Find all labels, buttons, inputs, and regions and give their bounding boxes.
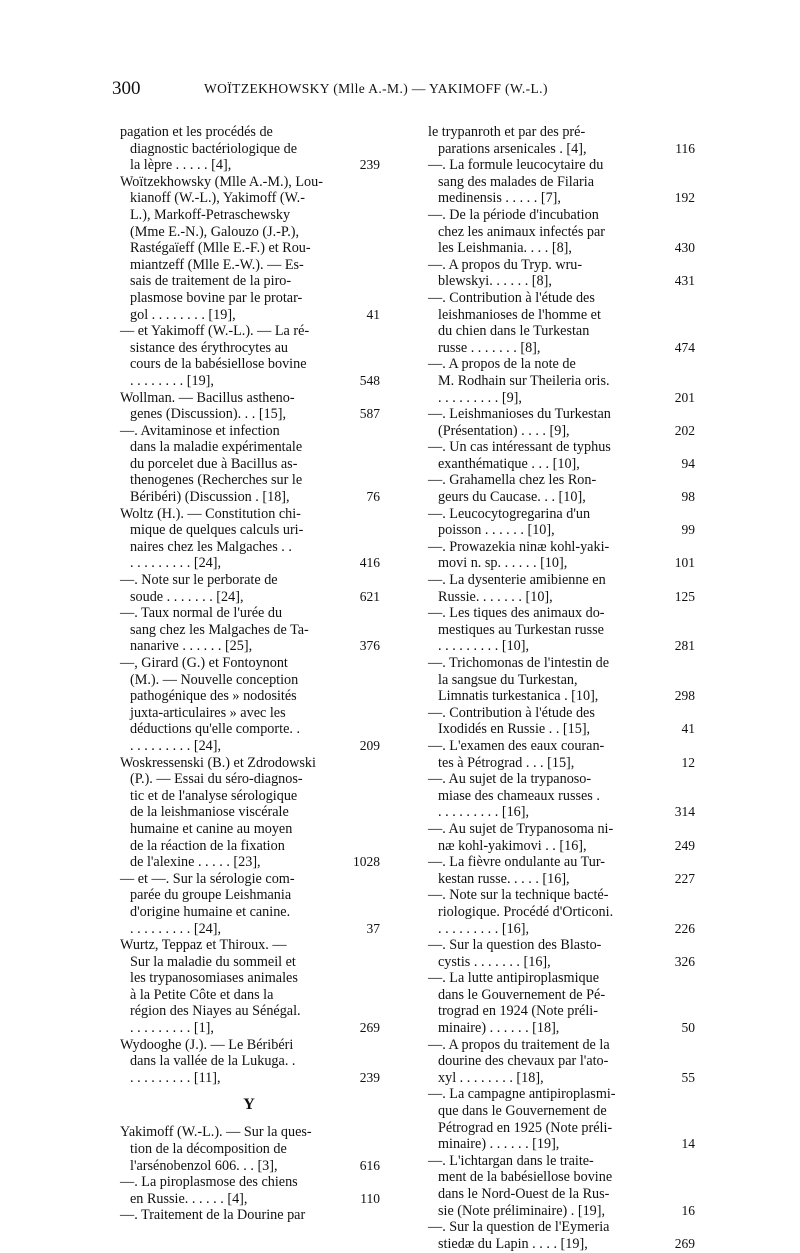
entry-line: déductions qu'elle comporte. .: [130, 721, 301, 738]
page-reference: 474: [674, 339, 695, 355]
entry-line: sang chez les Malgaches de Ta-: [130, 621, 309, 638]
page-reference: 41: [366, 306, 380, 322]
entry-line: que dans le Gouvernement de: [438, 1103, 607, 1120]
entry-line: naires chez les Malgaches . .: [130, 538, 292, 555]
entry-line: en Russie. . . . . . [4],: [130, 1190, 248, 1207]
entry-line: kianoff (W.-L.), Yakimoff (W.-: [130, 190, 305, 207]
entry-line: Woltz (H.). — Constitution chi-: [120, 505, 301, 522]
entry-line: Sur la maladie du sommeil et: [130, 953, 296, 970]
entry-line: tic et de l'analyse sérologique: [130, 787, 298, 804]
entry-line: —. De la période d'incubation: [428, 206, 599, 223]
entry-line: miase des chameaux russes .: [438, 787, 600, 804]
entry-line: —. La fièvre ondulante au Tur-: [428, 854, 606, 871]
entry-line: cystis . . . . . . . [16],: [438, 953, 551, 970]
entry-line: thenogenes (Recherches sur le: [130, 472, 303, 489]
page-reference: 116: [675, 140, 695, 156]
entry-line: tes à Pétrograd . . . [15],: [438, 754, 575, 771]
entry-line: . . . . . . . . [19],: [130, 372, 214, 389]
entry-line: (Mme E.-N.), Galouzo (J.-P.),: [130, 223, 300, 240]
entry-line: stiedæ du Lapin . . . . [19],: [438, 1235, 588, 1252]
entry-line: dans le Gouvernement de Pé-: [438, 986, 606, 1003]
index-entry: [428, 1152, 695, 1219]
entry-line: Woïtzekhowsky (Mlle A.-M.), Lou-: [120, 173, 323, 190]
entry-line: L.), Markoff-Petraschewsky: [130, 206, 291, 223]
index-entry: [120, 1037, 378, 1087]
entry-line: dourine des chevaux par l'ato-: [438, 1053, 609, 1070]
entry-line: — et Yakimoff (W.-L.). — La ré-: [120, 323, 310, 340]
entry-line: . . . . . . . . . [1],: [130, 1020, 214, 1037]
entry-line: du porcelet due à Bacillus as-: [130, 455, 298, 472]
entry-line: næ kohl-yakimovi . . [16],: [438, 837, 587, 854]
index-entry: [120, 423, 378, 506]
page-reference: 314: [674, 804, 695, 820]
page-reference: 430: [674, 240, 695, 256]
entry-line: sang des malades de Filaria: [438, 173, 595, 190]
entry-line: —. L'examen des eaux couran-: [428, 737, 605, 754]
entry-line: russe . . . . . . . [8],: [438, 339, 541, 356]
entry-line: gol . . . . . . . . [19],: [130, 306, 236, 323]
index-entry: [428, 406, 695, 439]
entry-line: —. Un cas intéressant de typhus: [428, 439, 611, 456]
entry-line: soude . . . . . . . [24],: [130, 588, 244, 605]
entry-line: —. Leucocytogregarina d'un: [428, 505, 591, 522]
entry-line: Limnatis turkestanica . [10],: [438, 688, 599, 705]
entry-line: —. La lutte antipiroplasmique: [428, 970, 599, 987]
entry-line: xyl . . . . . . . . [18],: [438, 1069, 544, 1086]
page-reference: 239: [359, 1069, 380, 1085]
entry-line: (M.). — Nouvelle conception: [130, 671, 299, 688]
entry-line: —. Avitaminose et infection: [120, 422, 280, 439]
page-reference: 50: [681, 1020, 695, 1036]
entry-line: chez les animaux infectés par: [438, 223, 606, 240]
entry-line: mique de quelques calculs uri-: [130, 522, 304, 539]
index-entry: [428, 538, 695, 572]
entry-line: Russie. . . . . . . [10],: [438, 588, 553, 605]
entry-line: —. Trichomonas de l'intestin de: [428, 655, 610, 671]
right-column: [428, 124, 695, 1252]
entry-line: Woskressenski (B.) et Zdrodowski: [120, 754, 316, 771]
page-reference: 269: [674, 1235, 695, 1251]
index-entry: [428, 655, 695, 705]
page-reference: 227: [674, 870, 695, 886]
entry-line: geurs du Caucase. . . [10],: [438, 489, 586, 506]
entry-line: sistance des érythrocytes au: [130, 339, 288, 356]
index-entry: [120, 572, 378, 605]
entry-line: Wydooghe (J.). — Le Béribéri: [120, 1036, 294, 1053]
page-number: 300: [112, 78, 141, 99]
entry-line: juxta-articulaires » avec les: [130, 704, 286, 721]
index-entry: [428, 439, 695, 472]
index-entry: [428, 157, 695, 207]
entry-line: —. Note sur le perborate de: [120, 572, 278, 589]
page-reference: 249: [674, 837, 695, 853]
entry-line: cours de la babésiellose bovine: [130, 356, 307, 373]
entry-line: —. Contribution à l'étude des: [428, 289, 595, 306]
entry-line: les Leishmania. . . . [8],: [438, 240, 572, 257]
page-reference: 548: [359, 372, 380, 388]
index-entry: [428, 124, 695, 157]
index-entry: [428, 937, 695, 970]
entry-line: du chien dans le Turkestan: [438, 323, 590, 340]
page-header: [112, 78, 712, 106]
entry-line: —. A propos du traitement de la: [428, 1036, 610, 1053]
entry-line: —, Girard (G.) et Fontoynont: [120, 655, 288, 671]
index-entry: [120, 605, 378, 655]
index-entry: [428, 605, 695, 655]
entry-line: le trypanroth et par des pré-: [428, 124, 586, 140]
index-entry: [120, 937, 378, 1037]
entry-line: —. La dysenterie amibienne en: [428, 572, 606, 589]
entry-line: d'origine humaine et canine.: [130, 903, 291, 920]
entry-line: Ixodidés en Russie . . [15],: [438, 721, 591, 738]
page-reference: 98: [681, 489, 695, 505]
entry-line: —. Les tiques des animaux do-: [428, 605, 605, 622]
entry-line: —. La formule leucocytaire du: [428, 157, 604, 174]
entry-line: région des Niayes au Sénégal.: [130, 1003, 301, 1020]
page-reference: 192: [674, 190, 695, 206]
entry-line: —. Traitement de la Dourine par: [120, 1207, 306, 1224]
page-reference: 226: [674, 920, 695, 936]
entry-line: —. Au sujet de la trypanoso-: [428, 771, 592, 788]
entry-line: exanthématique . . . [10],: [438, 455, 580, 472]
index-entry: [428, 289, 695, 356]
page-reference: 298: [674, 688, 695, 704]
page-reference: 269: [359, 1020, 380, 1036]
index-entry: [428, 1086, 695, 1153]
section-letter: Y: [243, 1096, 255, 1114]
page-reference: 16: [681, 1202, 695, 1218]
index-entry: [120, 390, 378, 423]
entry-line: parations arsenicales . [4],: [438, 140, 587, 157]
entry-line: —. Sur la question des Blasto-: [428, 937, 602, 954]
entry-line: — et —. Sur la sérologie com-: [120, 870, 295, 887]
entry-line: dans le Nord-Ouest de la Rus-: [438, 1186, 610, 1202]
page-reference: 101: [674, 555, 695, 571]
page-reference: 431: [674, 273, 695, 289]
entry-line: . . . . . . . . . [11],: [130, 1069, 221, 1086]
entry-line: . . . . . . . . . [24],: [130, 555, 222, 572]
index-entry: [120, 1207, 378, 1224]
page-reference: 94: [681, 455, 695, 471]
index-entry: [428, 737, 695, 771]
entry-line: blewskyi. . . . . . [8],: [438, 273, 552, 290]
index-entry: [120, 871, 378, 937]
page-reference: 125: [674, 588, 695, 604]
left-column: [120, 124, 378, 1224]
entry-line: dans la vallée de la Lukuga. .: [130, 1053, 296, 1070]
entry-line: tion de la décomposition de: [130, 1141, 287, 1158]
entry-line: —. Grahamella chez les Ron-: [428, 472, 597, 489]
entry-line: —. La campagne antipiroplasmi-: [428, 1086, 616, 1103]
index-entry: [120, 323, 378, 389]
entry-line: de l'alexine . . . . . [23],: [130, 854, 261, 871]
page-reference: 1028: [353, 854, 380, 870]
page-reference: 281: [674, 638, 695, 654]
page-reference: 587: [359, 406, 380, 422]
entry-line: genes (Discussion). . . [15],: [130, 406, 287, 423]
page-reference: 14: [681, 1136, 695, 1152]
entry-line: dans la maladie expérimentale: [130, 439, 303, 456]
entry-line: parée du groupe Leishmania: [130, 887, 292, 904]
index-entry: [428, 1219, 695, 1252]
entry-line: de la leishmaniose viscérale: [130, 804, 289, 821]
index-entry: [120, 655, 378, 755]
entry-line: (Présentation) . . . . [9],: [438, 422, 570, 439]
entry-line: Yakimoff (W.-L.). — Sur la ques-: [120, 1124, 312, 1141]
entry-line: —. Sur la question de l'Eymeria: [428, 1219, 610, 1236]
index-entry: [120, 1174, 378, 1207]
entry-line: (P.). — Essai du séro-diagnos-: [130, 771, 303, 788]
entry-line: leishmanioses de l'homme et: [438, 306, 601, 323]
index-entry: [428, 970, 695, 1037]
page-reference: 621: [359, 588, 380, 604]
entry-line: poisson . . . . . . [10],: [438, 522, 555, 539]
entry-line: movi n. sp. . . . . . [10],: [438, 555, 568, 572]
entry-line: Wollman. — Bacillus astheno-: [120, 389, 295, 406]
page-reference: 110: [360, 1190, 380, 1206]
entry-line: humaine et canine au moyen: [130, 820, 293, 837]
entry-line: —. Taux normal de l'urée du: [120, 605, 283, 622]
page-reference: 99: [681, 522, 695, 538]
entry-line: kestan russe. . . . . [16],: [438, 870, 570, 887]
entry-line: —. Prowazekia ninæ kohl-yaki-: [428, 538, 610, 555]
index-entry: [428, 256, 695, 290]
entry-line: . . . . . . . . . [24],: [130, 920, 222, 937]
index-entry: [428, 704, 695, 738]
page-reference: 326: [674, 953, 695, 969]
entry-line: —. Note sur la technique bacté-: [428, 887, 609, 904]
entry-line: pagation et les procédés de: [120, 124, 273, 140]
entry-line: l'arsénobenzol 606. . . [3],: [130, 1157, 278, 1174]
entry-line: minaire) . . . . . . [19],: [438, 1136, 560, 1153]
entry-line: riologique. Procédé d'Orticoni.: [438, 903, 614, 920]
entry-line: minaire) . . . . . . [18],: [438, 1020, 560, 1037]
entry-line: les trypanosomiases animales: [130, 970, 298, 987]
index-entry: [428, 356, 695, 406]
entry-line: sais de traitement de la piro-: [130, 273, 292, 290]
entry-line: —. Au sujet de Trypanosoma ni-: [428, 820, 614, 837]
entry-line: à la Petite Côte et dans la: [130, 986, 274, 1003]
index-entry: [428, 771, 695, 821]
entry-line: . . . . . . . . . [10],: [438, 638, 530, 655]
entry-line: —. A propos de la note de: [428, 356, 576, 373]
index-entry: [120, 755, 378, 871]
entry-line: de la réaction de la fixation: [130, 837, 285, 854]
entry-line: Béribéri) (Discussion . [18],: [130, 489, 290, 506]
index-entry: [428, 1036, 695, 1087]
entry-line: —. L'ichtargan dans le traite-: [428, 1152, 594, 1169]
page-reference: 376: [359, 638, 380, 654]
entry-line: nanarive . . . . . . [25],: [130, 638, 253, 655]
page-reference: 41: [681, 721, 695, 737]
entry-line: pathogénique des » nodosités: [130, 688, 297, 705]
entry-line: Wurtz, Teppaz et Thiroux. —: [120, 937, 287, 954]
index-entry: [120, 1124, 378, 1174]
entry-line: —. Leishmanioses du Turkestan: [428, 406, 611, 423]
entry-line: Pétrograd en 1925 (Note préli-: [438, 1119, 613, 1136]
index-entry: [120, 174, 378, 323]
entry-line: ment de la babésiellose bovine: [438, 1169, 613, 1186]
index-entry: [428, 820, 695, 854]
page-reference: 209: [359, 738, 380, 753]
entry-line: M. Rodhain sur Theileria oris.: [438, 372, 610, 389]
entry-line: Rastégaïeff (Mlle E.-F.) et Rou-: [130, 240, 311, 257]
entry-line: diagnostic bactériologique de: [130, 140, 298, 157]
index-entry: [428, 887, 695, 937]
page-reference: 55: [681, 1069, 695, 1085]
index-entry: [120, 506, 378, 572]
entry-line: medinensis . . . . . [7],: [438, 190, 561, 207]
index-entry: [428, 206, 695, 257]
index-entry: [428, 505, 695, 539]
entry-line: plasmose bovine par le protar-: [130, 289, 303, 306]
entry-line: —. A propos du Tryp. wru-: [428, 256, 583, 273]
entry-line: . . . . . . . . . [24],: [130, 737, 222, 754]
index-entry: [428, 854, 695, 887]
entry-line: mestiques au Turkestan russe: [438, 621, 604, 638]
entry-line: trograd en 1924 (Note préli-: [438, 1003, 598, 1020]
entry-line: —. Contribution à l'étude des: [428, 704, 595, 721]
page-reference: 201: [674, 389, 695, 405]
entry-line: . . . . . . . . . [16],: [438, 920, 530, 937]
index-entry: [428, 572, 695, 605]
entry-line: miantzeff (Mlle E.-W.). — Es-: [130, 256, 304, 273]
page-reference: 416: [359, 555, 380, 571]
page-reference: 37: [366, 920, 380, 936]
page-reference: 616: [359, 1157, 380, 1173]
entry-line: la lèpre . . . . . [4],: [130, 157, 232, 174]
page-reference: 12: [681, 754, 695, 770]
entry-line: . . . . . . . . . [9],: [438, 389, 522, 406]
running-title: WOÏTZEKHOWSKY (Mlle A.-M.) — YAKIMOFF (W.-L.): [204, 81, 548, 96]
entry-line: sie (Note préliminaire) . [19],: [438, 1202, 606, 1219]
index-entry: [120, 124, 378, 174]
entry-line: —. La piroplasmose des chiens: [120, 1174, 298, 1191]
page-reference: 239: [359, 157, 380, 173]
entry-line: . . . . . . . . . [16],: [438, 804, 530, 821]
page-reference: 76: [366, 489, 380, 505]
entry-line: la sangsue du Turkestan,: [438, 671, 578, 688]
index-entry: [428, 472, 695, 506]
page-reference: 202: [674, 422, 695, 438]
